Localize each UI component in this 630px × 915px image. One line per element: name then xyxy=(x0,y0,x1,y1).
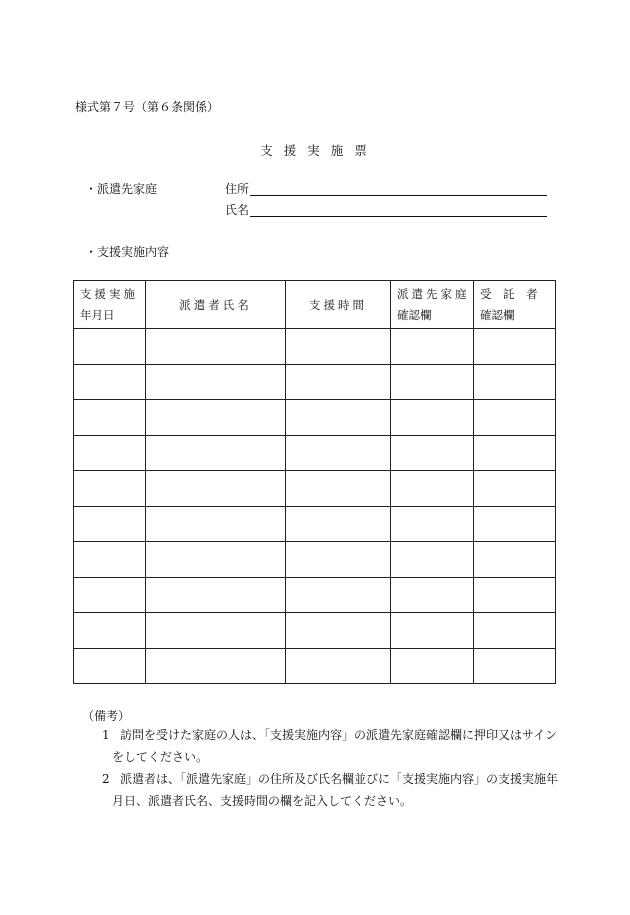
trustee-confirm-cell[interactable] xyxy=(474,471,556,507)
table-row xyxy=(74,435,556,471)
dispatcher-cell[interactable] xyxy=(146,542,286,578)
trustee-confirm-cell[interactable] xyxy=(474,364,556,400)
time-cell[interactable] xyxy=(286,577,391,613)
date-cell[interactable] xyxy=(74,506,146,542)
trustee-confirm-cell[interactable] xyxy=(474,435,556,471)
time-cell[interactable] xyxy=(286,435,391,471)
trustee-confirm-cell[interactable] xyxy=(474,613,556,649)
header-time: 支援時間 xyxy=(286,281,391,329)
dispatcher-cell[interactable] xyxy=(146,400,286,436)
remark-line: 月日、派遣者氏名、支援時間の欄を記入してください。 xyxy=(112,794,413,808)
time-cell[interactable] xyxy=(286,329,391,365)
table-row xyxy=(74,364,556,400)
header-date-line1: 支援実施 xyxy=(80,286,138,301)
header-trustee-line2: 確認欄 xyxy=(480,307,515,322)
dispatcher-cell[interactable] xyxy=(146,506,286,542)
header-trustee-line1: 受 託 者 xyxy=(480,286,538,301)
table-row xyxy=(74,400,556,436)
date-cell[interactable] xyxy=(74,577,146,613)
family-confirm-cell[interactable] xyxy=(391,577,474,613)
address-field[interactable] xyxy=(225,181,547,196)
table-row xyxy=(74,506,556,542)
date-cell[interactable] xyxy=(74,329,146,365)
dispatcher-cell[interactable] xyxy=(146,329,286,365)
trustee-confirm-cell[interactable] xyxy=(474,329,556,365)
content-label: ・支援実施内容 xyxy=(85,245,170,259)
remark-line: をしてください。 xyxy=(112,750,209,764)
header-trustee xyxy=(474,281,556,329)
family-confirm-cell[interactable] xyxy=(391,506,474,542)
destination-label: ・派遣先家庭 xyxy=(85,182,158,196)
remarks-heading: （備考） xyxy=(82,709,131,723)
remark-line: 派遣者は、「派遣先家庭」の住所及び氏名欄並びに「支援実施内容」の支援実施年 xyxy=(120,772,559,786)
header-family-confirm xyxy=(391,281,474,329)
family-confirm-cell[interactable] xyxy=(391,329,474,365)
address-line[interactable] xyxy=(250,181,547,196)
time-cell[interactable] xyxy=(286,400,391,436)
family-confirm-cell[interactable] xyxy=(391,648,474,684)
header-dispatcher: 派遣者氏名 xyxy=(146,281,286,329)
dispatcher-cell[interactable] xyxy=(146,364,286,400)
table-row xyxy=(74,542,556,578)
table-header-row xyxy=(74,281,556,329)
time-cell[interactable] xyxy=(286,471,391,507)
remark-number: 1 xyxy=(102,728,110,742)
address-label: 住所 xyxy=(225,182,250,196)
family-confirm-cell[interactable] xyxy=(391,471,474,507)
trustee-confirm-cell[interactable] xyxy=(474,400,556,436)
date-cell[interactable] xyxy=(74,471,146,507)
trustee-confirm-cell[interactable] xyxy=(474,648,556,684)
date-cell[interactable] xyxy=(74,542,146,578)
header-date-line2: 年月日 xyxy=(80,307,115,322)
date-cell[interactable] xyxy=(74,364,146,400)
family-confirm-cell[interactable] xyxy=(391,435,474,471)
table-row xyxy=(74,613,556,649)
time-cell[interactable] xyxy=(286,542,391,578)
time-cell[interactable] xyxy=(286,364,391,400)
dispatcher-cell[interactable] xyxy=(146,471,286,507)
remark-line: 訪問を受けた家庭の人は、「支援実施内容」の派遣先家庭確認欄に押印又はサイン xyxy=(120,728,558,742)
dispatcher-cell[interactable] xyxy=(146,613,286,649)
trustee-confirm-cell[interactable] xyxy=(474,506,556,542)
family-confirm-cell[interactable] xyxy=(391,364,474,400)
time-cell[interactable] xyxy=(286,506,391,542)
dispatcher-cell[interactable] xyxy=(146,648,286,684)
time-cell[interactable] xyxy=(286,613,391,649)
trustee-confirm-cell[interactable] xyxy=(474,577,556,613)
family-confirm-cell[interactable] xyxy=(391,613,474,649)
form-number: 様式第７号（第６条関係） xyxy=(75,100,220,114)
table-row xyxy=(74,471,556,507)
dispatcher-cell[interactable] xyxy=(146,435,286,471)
trustee-confirm-cell[interactable] xyxy=(474,542,556,578)
name-label: 氏名 xyxy=(225,203,250,217)
family-confirm-cell[interactable] xyxy=(391,542,474,578)
family-confirm-cell[interactable] xyxy=(391,400,474,436)
dispatcher-cell[interactable] xyxy=(146,577,286,613)
date-cell[interactable] xyxy=(74,648,146,684)
date-cell[interactable] xyxy=(74,400,146,436)
table-row xyxy=(74,648,556,684)
document-title: 支援実施票 xyxy=(260,143,378,158)
name-line[interactable] xyxy=(250,202,547,217)
table-row xyxy=(74,329,556,365)
time-cell[interactable] xyxy=(286,648,391,684)
name-field[interactable] xyxy=(225,202,547,217)
support-table xyxy=(73,280,556,684)
date-cell[interactable] xyxy=(74,613,146,649)
table-row xyxy=(74,577,556,613)
date-cell[interactable] xyxy=(74,435,146,471)
header-date xyxy=(74,281,146,329)
remark-number: 2 xyxy=(102,772,110,786)
header-family-confirm-line1: 派遣先家庭 xyxy=(397,286,470,301)
header-family-confirm-line2: 確認欄 xyxy=(397,307,432,322)
